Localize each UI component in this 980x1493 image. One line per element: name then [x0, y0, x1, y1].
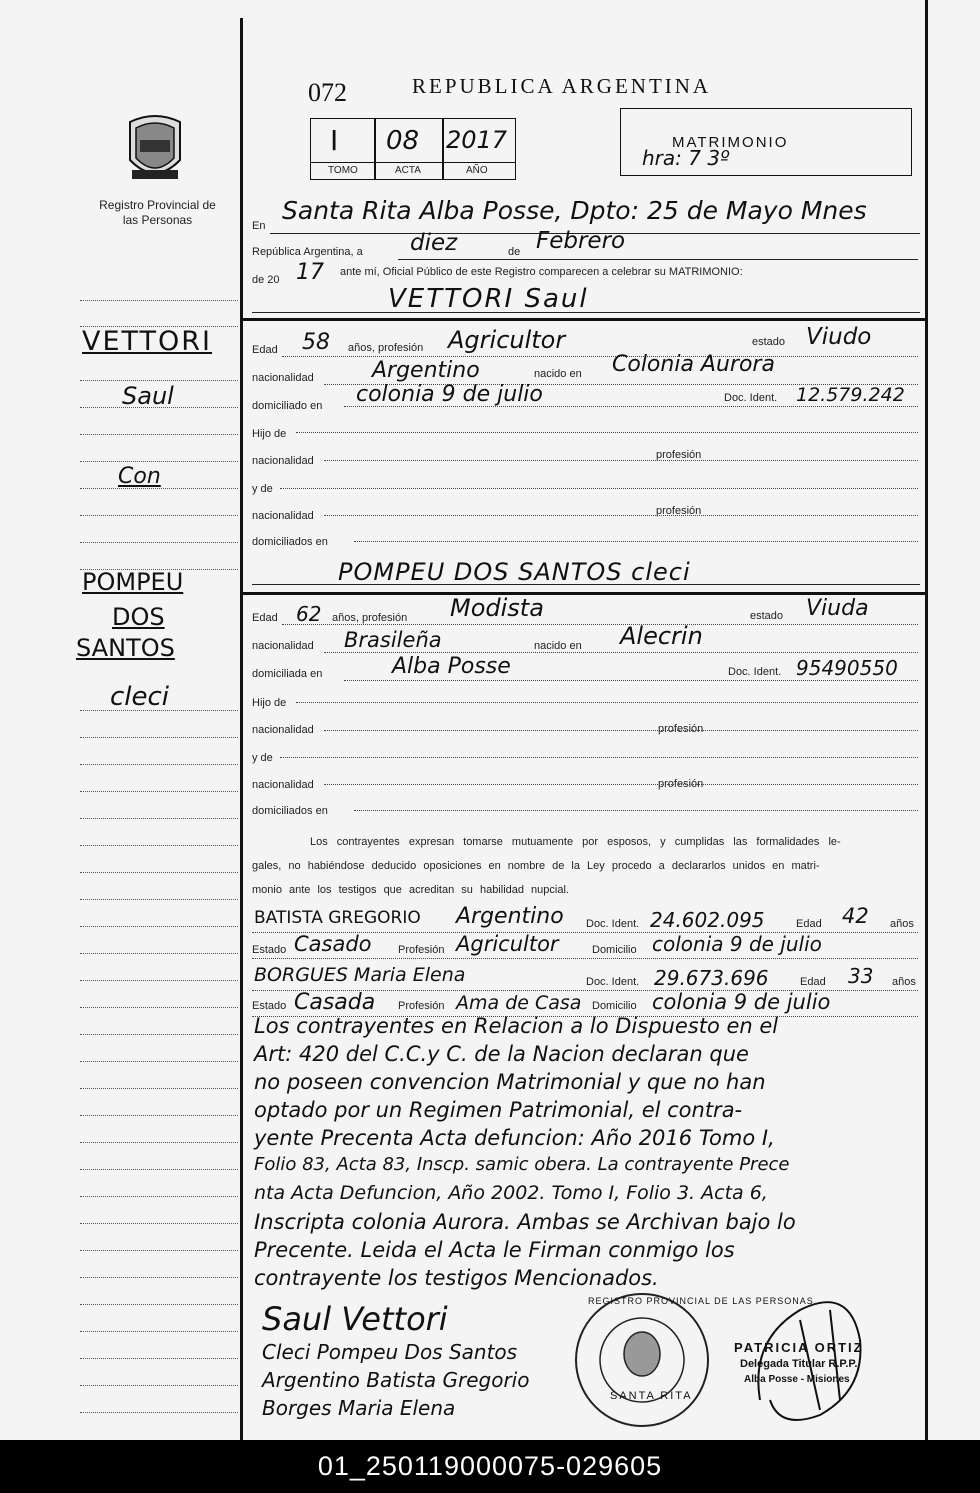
witness2-edad: 33: [848, 964, 874, 988]
groom-nacionalidad: Argentino: [372, 358, 480, 383]
stamp-round-text: REGISTRO PROVINCIAL DE LAS PERSONAS: [588, 1296, 814, 1306]
groom-edad: 58: [302, 330, 330, 355]
bride-name: POMPEU DOS SANTOS cleci: [338, 558, 691, 586]
acta-label: ACTA: [395, 165, 421, 176]
witness2-dom-label: Domicilio: [592, 1000, 637, 1012]
de-label: de: [508, 246, 521, 258]
official-name: PATRICIA ORTIZ: [734, 1340, 864, 1355]
groom-profesion: Agricultor: [448, 326, 566, 354]
document-code-banner: 01_250119000075-029605: [0, 1440, 980, 1493]
bride-anos-label: años, profesión: [332, 612, 408, 624]
groom-dom-label: domiciliado en: [252, 400, 323, 412]
right-edge-rule: [925, 0, 928, 1440]
registry-seal-icon: [122, 112, 188, 188]
place-value: Santa Rita Alba Posse, Dpto: 25 de Mayo Mnes: [282, 196, 867, 225]
country-title: REPUBLICA ARGENTINA: [412, 74, 712, 98]
groom-yde-label: y de: [252, 483, 273, 495]
witness1-estado: Casado: [294, 932, 372, 956]
bride-estado: Viuda: [806, 596, 869, 621]
official-signature-icon: [740, 1280, 890, 1430]
tomo-label: TOMO: [328, 165, 358, 176]
groom-domiciliados-label: domiciliados en: [252, 536, 328, 548]
bride-hijo-label: Hijo de: [252, 697, 287, 709]
signature-bride: Cleci Pompeu Dos Santos: [262, 1340, 518, 1364]
bride-dom-label: domiciliada en: [252, 668, 323, 680]
margin-note-con: Con: [118, 464, 161, 489]
bride-edad-label: Edad: [252, 612, 278, 624]
witness2-profesion: Ama de Casa: [456, 992, 582, 1014]
registry-name: Registro Provincial de las Personas: [99, 198, 216, 227]
groom-anos-label: años, profesión: [348, 342, 424, 354]
margin-note-bride-surname-2: DOS: [112, 603, 165, 631]
bride-nacionalidad: Brasileña: [344, 628, 442, 652]
day-value: diez: [410, 230, 458, 256]
witness1-prof-label: Profesión: [398, 944, 445, 956]
ano-value: 2017: [446, 126, 508, 154]
note-line-8: Inscripta colonia Aurora. Ambas se Archivan bajo lo: [254, 1210, 796, 1234]
note-line-6: Folio 83, Acta 83, Inscp. samic obera. La contrayente Prece: [254, 1154, 790, 1175]
republica-label: República Argentina, a: [252, 246, 363, 258]
declaration-line-1: Los contrayentes expresan tomarse mutuamente por esposos, y cumplidas las formalidades le-: [310, 836, 841, 848]
witness2-estado: Casada: [294, 990, 376, 1015]
official-place: Alba Posse - Misiones: [744, 1374, 850, 1385]
witness1-edad: 42: [842, 904, 869, 928]
bride-domiciliados-label: domiciliados en: [252, 805, 328, 817]
margin-note-given-name: Saul: [122, 382, 174, 410]
groom-estado-label: estado: [752, 336, 786, 348]
groom-edad-label: Edad: [252, 344, 278, 356]
margin-rule: [240, 18, 243, 1440]
groom-hijo-label: Hijo de: [252, 428, 287, 440]
bride-parent2-prof-label: profesión: [658, 778, 704, 790]
bride-parent1-prof-label: profesión: [658, 723, 704, 735]
witness2-prof-label: Profesión: [398, 1000, 445, 1012]
ante-text: ante mí, Oficial Público de este Registro comparecen a celebrar su MATRIMONIO:: [340, 266, 743, 278]
groom-parent1-nac-label: nacionalidad: [252, 455, 314, 467]
witness2-doc-label: Doc. Ident.: [586, 976, 640, 988]
bride-doc: 95490550: [796, 656, 898, 680]
witness1-edad-label: Edad: [796, 918, 822, 930]
en-label: En: [252, 220, 266, 232]
margin-note-bride-surname-3: SANTOS: [76, 634, 175, 662]
hora-value: hra: 7 3º: [642, 146, 730, 170]
signature-witness1: Argentino Batista Gregorio: [262, 1368, 530, 1392]
witness1-doc: 24.602.095: [650, 908, 765, 932]
margin-note-bride-surname-1: POMPEU: [82, 568, 184, 596]
groom-parent2-prof-label: profesión: [656, 505, 702, 517]
groom-domicilio: colonia 9 de julio: [356, 382, 543, 407]
groom-doc-label: Doc. Ident.: [724, 392, 778, 404]
note-line-7: nta Acta Defuncion, Año 2002. Tomo I, Folio 3. Acta 6,: [254, 1182, 768, 1204]
signature-witness2: Borges Maria Elena: [262, 1396, 456, 1420]
groom-nacido: Colonia Aurora: [612, 352, 775, 377]
bride-estado-label: estado: [750, 610, 784, 622]
tomo-value: I: [330, 124, 339, 157]
groom-parent1-prof-label: profesión: [656, 449, 702, 461]
bride-yde-label: y de: [252, 752, 273, 764]
bride-parent1-nac-label: nacionalidad: [252, 724, 314, 736]
note-line-1: Los contrayentes en Relacion a lo Dispuesto en el: [254, 1014, 779, 1038]
month-value: Febrero: [536, 228, 626, 254]
margin-note-bride-given: cleci: [110, 682, 170, 712]
page-number: 072: [308, 78, 347, 107]
declaration-line-2: gales, no habiéndose deducido oposiciones en nombre de la Ley procedo a declararlos unidos en matri-: [252, 860, 820, 872]
bride-edad: 62: [296, 602, 322, 626]
bride-nacido-label: nacido en: [534, 640, 582, 652]
witness1-estado-label: Estado: [252, 944, 287, 956]
note-line-4: optado por un Regimen Patrimonial, el contra-: [254, 1098, 743, 1122]
witness1-nacionalidad: Argentino: [456, 904, 564, 929]
bride-parent2-nac-label: nacionalidad: [252, 779, 314, 791]
witness1-profesion: Agricultor: [456, 932, 559, 956]
bride-doc-label: Doc. Ident.: [728, 666, 782, 678]
witness2-domicilio: colonia 9 de julio: [652, 990, 831, 1014]
ano-label: AÑO: [466, 165, 488, 176]
witness1-dom-label: Domicilio: [592, 944, 637, 956]
groom-doc: 12.579.242: [796, 384, 905, 406]
bride-domicilio: Alba Posse: [392, 654, 511, 679]
note-line-5: yente Precenta Acta defuncion: Año 2016 Tomo I,: [254, 1126, 775, 1150]
witness1-anos-label: años: [890, 918, 914, 930]
witness1-domicilio: colonia 9 de julio: [652, 932, 822, 956]
note-line-10: contrayente los testigos Mencionados.: [254, 1266, 659, 1290]
groom-nac-label: nacionalidad: [252, 372, 314, 384]
groom-parent2-nac-label: nacionalidad: [252, 510, 314, 522]
groom-name: VETTORI Saul: [388, 284, 589, 314]
stamp-round-inner: SANTA RITA: [610, 1390, 693, 1402]
note-line-2: Art: 420 del C.C.y C. de la Nacion declaran que: [254, 1042, 749, 1066]
note-line-9: Precente. Leida el Acta le Firman conmigo los: [254, 1238, 735, 1262]
year-value: 17: [296, 260, 324, 285]
witness1-doc-label: Doc. Ident.: [586, 918, 640, 930]
bride-nacido: Alecrin: [620, 622, 703, 650]
witness1-name: BATISTA GREGORIO: [254, 908, 421, 928]
declaration-line-3: monio ante los testigos que acreditan su habilidad nupcial.: [252, 884, 569, 896]
witness2-edad-label: Edad: [800, 976, 826, 988]
de20-label: de 20: [252, 274, 280, 286]
groom-nacido-label: nacido en: [534, 368, 582, 380]
witness2-doc: 29.673.696: [654, 966, 769, 990]
note-line-3: no poseen convencion Matrimonial y que no han: [254, 1070, 766, 1094]
matrimonio-label: MATRIMONIO: [672, 134, 789, 151]
acta-value: 08: [386, 126, 420, 156]
signature-groom: Saul Vettori: [262, 1300, 448, 1338]
witness2-anos-label: años: [892, 976, 916, 988]
official-role: Delegada Titular R.P.P.: [740, 1358, 858, 1370]
witness2-name: BORGUES Maria Elena: [254, 964, 466, 986]
registry-round-stamp: [572, 1290, 712, 1430]
bride-profesion: Modista: [450, 594, 544, 622]
bride-nac-label: nacionalidad: [252, 640, 314, 652]
margin-note-surname: VETTORI: [82, 326, 213, 357]
witness2-estado-label: Estado: [252, 1000, 287, 1012]
groom-estado: Viudo: [806, 324, 872, 350]
